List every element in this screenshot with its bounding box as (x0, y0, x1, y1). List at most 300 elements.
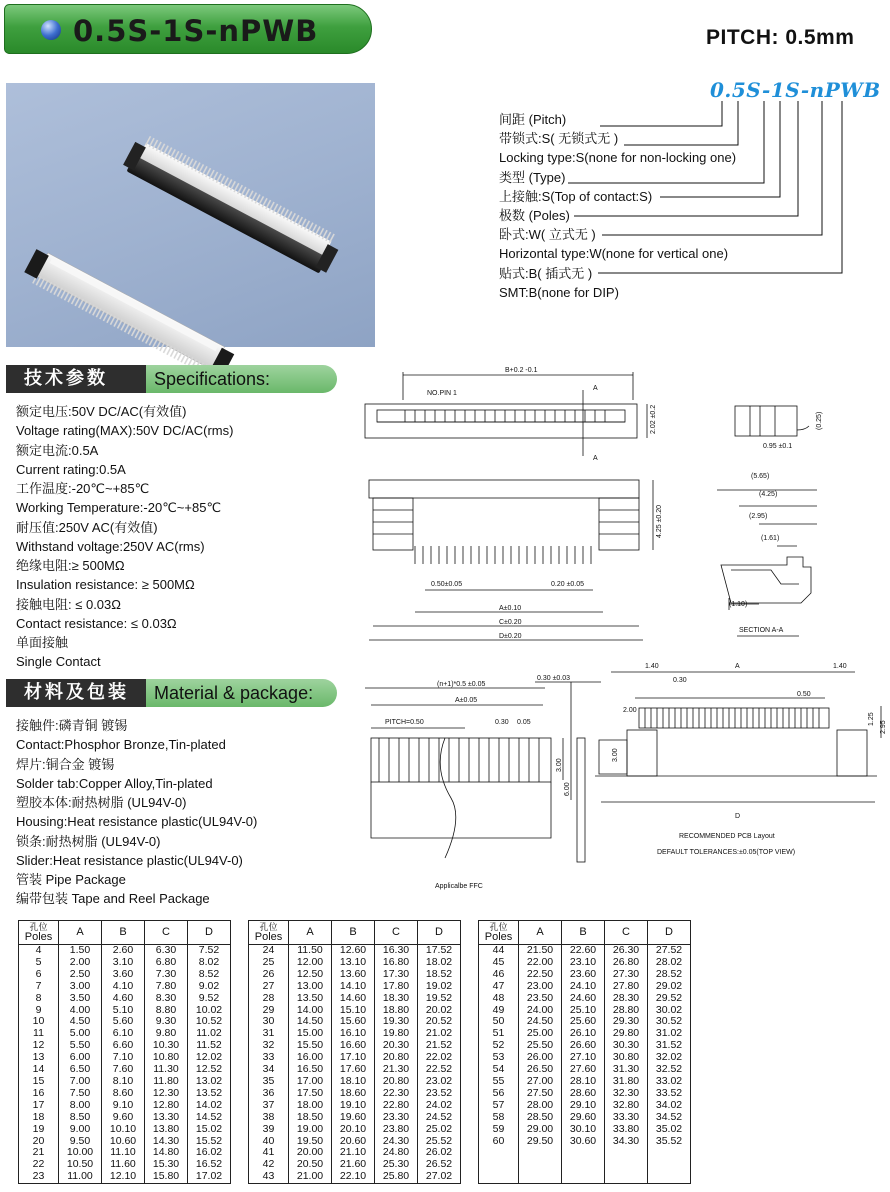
cell-value: 26.60 (562, 1040, 605, 1052)
cell-value: 15.30 (145, 1159, 188, 1171)
cell-value: 12.10 (102, 1171, 145, 1183)
material-line: 编带包装 Tape and Reel Package (16, 891, 210, 907)
legend-item: 贴式:B( 插式无 ) (499, 265, 593, 281)
cell-value: 29.52 (648, 993, 691, 1005)
cell-value: 17.30 (375, 969, 418, 981)
cell-poles: 46 (479, 969, 519, 981)
cell-poles: 45 (479, 957, 519, 969)
cell-empty (562, 1147, 605, 1159)
cell-poles: 32 (249, 1040, 289, 1052)
cell-value: 10.60 (102, 1136, 145, 1148)
cell-poles: 8 (19, 993, 59, 1005)
cell-value: 24.00 (519, 1005, 562, 1017)
cell-value: 17.52 (418, 945, 461, 957)
cell-value: 13.02 (188, 1076, 231, 1088)
cell-value: 22.52 (418, 1064, 461, 1076)
legend-item: 带锁式:S( 无锁式无 ) (499, 131, 619, 147)
cell-value: 30.02 (648, 1005, 691, 1017)
cell-value: 21.30 (375, 1064, 418, 1076)
dim-425s: (4.25) (759, 491, 778, 498)
pcb-125: 1.25 (868, 712, 875, 726)
dim-a-bottom: A (593, 455, 598, 462)
dim-pin1: NO.PIN 1 (427, 390, 457, 397)
table-row (249, 1112, 461, 1124)
material-line: 接触件:磷青铜 镀锡 (16, 718, 128, 733)
cell-poles: 44 (479, 945, 519, 957)
cell-value: 23.30 (375, 1112, 418, 1124)
cell-value: 21.10 (332, 1147, 375, 1159)
cell-value: 7.60 (102, 1064, 145, 1076)
section-title-cn: 材料及包装 (6, 679, 146, 707)
cell-value: 20.52 (418, 1016, 461, 1028)
cell-value: 25.80 (375, 1171, 418, 1183)
specifications-list (16, 402, 233, 672)
dim-b: B+0.2 -0.1 (505, 367, 538, 374)
cell-value: 17.50 (289, 1088, 332, 1100)
table-row (249, 1088, 461, 1100)
cell-value: 8.30 (145, 993, 188, 1005)
cell-poles: 30 (249, 1016, 289, 1028)
cell-poles: 16 (19, 1088, 59, 1100)
cell-value: 22.60 (562, 945, 605, 957)
col-poles: 孔位 Poles (19, 921, 59, 945)
cell-value: 23.60 (562, 969, 605, 981)
cell-value: 27.02 (418, 1171, 461, 1183)
cell-value: 28.50 (519, 1112, 562, 1124)
pcb-tolerance: DEFAULT TOLERANCES:±0.05(TOP VIEW) (657, 849, 796, 856)
cell-value: 14.30 (145, 1136, 188, 1148)
cell-value: 7.52 (188, 945, 231, 957)
cell-value: 22.30 (375, 1088, 418, 1100)
cell-value: 13.80 (145, 1124, 188, 1136)
cell-poles: 14 (19, 1064, 59, 1076)
cell-value: 22.50 (519, 969, 562, 981)
cell-poles: 50 (479, 1016, 519, 1028)
cell-value: 9.60 (102, 1112, 145, 1124)
cell-poles: 35 (249, 1076, 289, 1088)
cell-value: 22.10 (332, 1171, 375, 1183)
cell-value: 12.50 (289, 969, 332, 981)
cell-empty (519, 1171, 562, 1183)
cell-value: 12.00 (289, 957, 332, 969)
cell-value: 11.10 (102, 1147, 145, 1159)
material-list (16, 716, 257, 909)
cell-value: 14.02 (188, 1100, 231, 1112)
cell-value: 25.52 (418, 1136, 461, 1148)
cell-value: 9.10 (102, 1100, 145, 1112)
ffc-005: 0.05 (517, 719, 531, 726)
table-row (249, 981, 461, 993)
pcb-140b: 1.40 (833, 663, 847, 670)
cell-value: 11.52 (188, 1040, 231, 1052)
cell-value: 8.80 (145, 1005, 188, 1017)
cell-poles: 17 (19, 1100, 59, 1112)
cell-value: 18.00 (289, 1100, 332, 1112)
cell-poles: 56 (479, 1088, 519, 1100)
ffc-300: 3.00 (556, 758, 563, 772)
cell-value: 12.02 (188, 1052, 231, 1064)
cell-value: 27.50 (519, 1088, 562, 1100)
cell-value: 10.80 (145, 1052, 188, 1064)
table-row (479, 981, 691, 993)
legend-item: 上接触:S(Top of contact:S) (499, 188, 653, 204)
cell-value: 16.52 (188, 1159, 231, 1171)
pcb-d: D (735, 813, 741, 820)
table-row-empty (479, 1159, 691, 1171)
cell-empty (479, 1171, 519, 1183)
cell-value: 16.80 (375, 957, 418, 969)
cell-poles: 28 (249, 993, 289, 1005)
cell-poles: 38 (249, 1112, 289, 1124)
pcb-title: RECOMMENDED PCB Layout (679, 833, 775, 840)
spec-line: 耐压值:250V AC(有效值) (16, 519, 158, 535)
page-title: 0.5S-1S-nPWB (73, 14, 319, 48)
cell-value: 23.80 (375, 1124, 418, 1136)
table-row (19, 1100, 231, 1112)
cell-value: 26.30 (605, 945, 648, 957)
table-row (19, 1088, 231, 1100)
cell-value: 25.10 (562, 1005, 605, 1017)
cell-value: 14.60 (332, 993, 375, 1005)
material-line: Slider:Heat resistance plastic(UL94V-0) (16, 852, 243, 868)
col-c: C (375, 921, 418, 945)
table-row (249, 969, 461, 981)
cell-value: 8.60 (102, 1088, 145, 1100)
cell-value: 16.30 (375, 945, 418, 957)
spec-line: Working Temperature:-20℃~+85℃ (16, 500, 222, 516)
dim-110: (1.10) (729, 601, 748, 608)
cell-value: 20.10 (332, 1124, 375, 1136)
cell-value: 15.52 (188, 1136, 231, 1148)
table-row (19, 1124, 231, 1136)
cell-value: 16.00 (289, 1052, 332, 1064)
cell-value: 9.80 (145, 1028, 188, 1040)
cell-value: 6.00 (59, 1052, 102, 1064)
cell-poles: 24 (249, 945, 289, 957)
cell-poles: 52 (479, 1040, 519, 1052)
cell-value: 4.50 (59, 1016, 102, 1028)
cell-value: 5.60 (102, 1016, 145, 1028)
legend-item: SMT:B(none for DIP) (499, 284, 619, 300)
cell-value: 28.60 (562, 1088, 605, 1100)
cell-value: 28.10 (562, 1076, 605, 1088)
cell-empty (605, 1147, 648, 1159)
pcb-295: 2.95 (880, 720, 887, 734)
table-row (479, 1124, 691, 1136)
spec-line: Insulation resistance: ≥ 500MΩ (16, 577, 195, 593)
dim-095: 0.95 ±0.1 (763, 443, 793, 450)
cell-value: 7.80 (145, 981, 188, 993)
spec-line: 单面接触 (16, 635, 69, 650)
cell-poles: 59 (479, 1124, 519, 1136)
cell-value: 19.50 (289, 1136, 332, 1148)
legend-item: 类型 (Type) (499, 169, 566, 185)
table-row (479, 969, 691, 981)
spec-line: Voltage rating(MAX):50V DC/AC(rms) (16, 423, 234, 439)
cell-empty (519, 1159, 562, 1171)
col-a: A (519, 921, 562, 945)
table-row-empty (479, 1171, 691, 1183)
cell-poles: 48 (479, 993, 519, 1005)
dim-a-top: A (593, 385, 598, 392)
cell-value: 12.30 (145, 1088, 188, 1100)
dim-161: (1.61) (761, 535, 780, 542)
spec-line: 额定电流:0.5A (16, 442, 99, 458)
cell-value: 5.50 (59, 1040, 102, 1052)
section-title-en: Material & package: (154, 683, 314, 703)
cell-value: 16.50 (289, 1064, 332, 1076)
part-number-code: 0.5S-1S-nPWB (710, 78, 881, 102)
cell-empty (562, 1171, 605, 1183)
cell-poles: 58 (479, 1112, 519, 1124)
table-row (19, 981, 231, 993)
cell-value: 24.52 (418, 1112, 461, 1124)
cell-value: 23.52 (418, 1088, 461, 1100)
cell-value: 28.52 (648, 969, 691, 981)
table-row (19, 1112, 231, 1124)
cell-value: 13.10 (332, 957, 375, 969)
spec-line: 接触电阻: ≤ 0.03Ω (16, 596, 121, 612)
cell-value: 19.60 (332, 1112, 375, 1124)
cell-value: 20.00 (289, 1147, 332, 1159)
spec-line: 绝缘电阻:≥ 500MΩ (16, 558, 125, 573)
cell-value: 5.10 (102, 1005, 145, 1017)
spec-line: 工作温度:-20℃~+85℃ (16, 481, 150, 496)
cell-value: 21.52 (418, 1040, 461, 1052)
cell-value: 10.50 (59, 1159, 102, 1171)
cell-value: 10.02 (188, 1005, 231, 1017)
cell-poles: 19 (19, 1124, 59, 1136)
cell-value: 31.52 (648, 1040, 691, 1052)
cell-value: 20.02 (418, 1005, 461, 1017)
cell-empty (479, 1147, 519, 1159)
table-row-empty (479, 1147, 691, 1159)
cell-poles: 7 (19, 981, 59, 993)
cell-poles: 41 (249, 1147, 289, 1159)
cell-value: 8.00 (59, 1100, 102, 1112)
cell-value: 3.10 (102, 957, 145, 969)
cell-value: 12.80 (145, 1100, 188, 1112)
cell-value: 34.02 (648, 1100, 691, 1112)
cell-value: 24.10 (562, 981, 605, 993)
cell-value: 19.00 (289, 1124, 332, 1136)
cell-value: 30.60 (562, 1136, 605, 1148)
cell-value: 11.60 (102, 1159, 145, 1171)
table-row (249, 1171, 461, 1183)
section-label: SECTION A-A (739, 627, 784, 634)
ffc-n: (n+1)*0.5 ±0.05 (437, 681, 486, 688)
cell-value: 32.30 (605, 1088, 648, 1100)
cell-value: 35.52 (648, 1136, 691, 1148)
cell-value: 19.10 (332, 1100, 375, 1112)
material-header (6, 679, 337, 707)
cell-poles: 49 (479, 1005, 519, 1017)
cell-value: 6.50 (59, 1064, 102, 1076)
cell-value: 15.60 (332, 1016, 375, 1028)
cell-poles: 6 (19, 969, 59, 981)
ffc-a: A±0.05 (455, 697, 478, 704)
cell-value: 11.30 (145, 1064, 188, 1076)
cell-value: 27.80 (605, 981, 648, 993)
cell-poles: 36 (249, 1088, 289, 1100)
cell-value: 18.52 (418, 969, 461, 981)
cell-value: 15.10 (332, 1005, 375, 1017)
dim-025: (0.25) (816, 411, 823, 430)
cell-value: 30.10 (562, 1124, 605, 1136)
cell-value: 10.10 (102, 1124, 145, 1136)
cell-value: 6.80 (145, 957, 188, 969)
pcb-140a: 1.40 (645, 663, 659, 670)
cell-poles: 42 (249, 1159, 289, 1171)
cell-empty (648, 1171, 691, 1183)
cell-value: 11.50 (289, 945, 332, 957)
cell-value: 23.50 (519, 993, 562, 1005)
dim-295s: (2.95) (749, 513, 768, 520)
cell-value: 32.80 (605, 1100, 648, 1112)
cell-value: 26.00 (519, 1052, 562, 1064)
cell-value: 7.50 (59, 1088, 102, 1100)
cell-value: 6.10 (102, 1028, 145, 1040)
cell-value: 29.80 (605, 1028, 648, 1040)
cell-value: 17.10 (332, 1052, 375, 1064)
dim-d020: D±0.20 (499, 633, 522, 640)
dimension-table-3 (478, 920, 691, 1184)
ffc-title: Applicalbe FFC (435, 883, 483, 890)
table-row (479, 993, 691, 1005)
cell-value: 22.80 (375, 1100, 418, 1112)
cell-value: 23.00 (519, 981, 562, 993)
cell-value: 26.52 (418, 1159, 461, 1171)
pcb-050: 0.50 (797, 691, 811, 698)
cell-value: 21.00 (289, 1171, 332, 1183)
cell-value: 8.50 (59, 1112, 102, 1124)
cell-poles: 39 (249, 1124, 289, 1136)
table-row (19, 1171, 231, 1183)
cell-value: 8.02 (188, 957, 231, 969)
material-line: 锁条:耐热树脂 (UL94V-0) (16, 833, 161, 849)
cell-value: 13.52 (188, 1088, 231, 1100)
legend-item: 卧式:W( 立式无 ) (499, 227, 596, 243)
pcb-200: 2.00 (623, 707, 637, 714)
cell-value: 7.10 (102, 1052, 145, 1064)
col-d: D (188, 921, 231, 945)
cell-value: 13.60 (332, 969, 375, 981)
cell-value: 20.80 (375, 1052, 418, 1064)
cell-poles: 47 (479, 981, 519, 993)
cell-value: 16.60 (332, 1040, 375, 1052)
pcb-300: 3.00 (612, 748, 619, 762)
cell-value: 19.30 (375, 1016, 418, 1028)
cell-value: 9.50 (59, 1136, 102, 1148)
cell-value: 14.00 (289, 1005, 332, 1017)
cell-value: 19.80 (375, 1028, 418, 1040)
cell-value: 9.52 (188, 993, 231, 1005)
cell-poles: 9 (19, 1005, 59, 1017)
cell-empty (605, 1171, 648, 1183)
material-line: Contact:Phosphor Bronze,Tin-plated (16, 737, 226, 753)
cell-value: 9.02 (188, 981, 231, 993)
cell-value: 3.50 (59, 993, 102, 1005)
cell-value: 2.50 (59, 969, 102, 981)
spec-line: 额定电压:50V DC/AC(有效值) (16, 404, 187, 419)
cell-value: 7.30 (145, 969, 188, 981)
cell-empty (519, 1147, 562, 1159)
cell-value: 11.80 (145, 1076, 188, 1088)
cell-value: 16.10 (332, 1028, 375, 1040)
ffc-thickness: 0.30 ±0.03 (537, 675, 571, 682)
table-row (479, 1136, 691, 1148)
cell-value: 8.10 (102, 1076, 145, 1088)
table-row (479, 1088, 691, 1100)
cell-value: 25.60 (562, 1016, 605, 1028)
cell-value: 28.80 (605, 1005, 648, 1017)
section-title-cn: 技术参数 (6, 365, 146, 393)
cell-value: 31.02 (648, 1028, 691, 1040)
dim-c020: C±0.20 (499, 619, 522, 626)
ffc-pitch: PITCH=0.50 (385, 719, 424, 726)
cell-value: 27.30 (605, 969, 648, 981)
spec-line: Withstand voltage:250V AC(rms) (16, 538, 205, 554)
cell-value: 29.10 (562, 1100, 605, 1112)
cell-value: 19.52 (418, 993, 461, 1005)
section-title-en: Specifications: (154, 369, 271, 389)
legend-leader-lines (0, 0, 890, 310)
table-row (249, 1124, 461, 1136)
cell-value: 26.80 (605, 957, 648, 969)
cell-value: 30.80 (605, 1052, 648, 1064)
cell-empty (605, 1159, 648, 1171)
cell-value: 34.30 (605, 1136, 648, 1148)
cell-value: 7.00 (59, 1076, 102, 1088)
cell-value: 30.30 (605, 1040, 648, 1052)
ffc-030: 0.30 (495, 719, 509, 726)
dim-050: 0.50±0.05 (431, 581, 463, 588)
cell-value: 27.00 (519, 1076, 562, 1088)
dim-020: 0.20 ±0.05 (551, 581, 585, 588)
cell-value: 21.02 (418, 1028, 461, 1040)
cell-value: 20.60 (332, 1136, 375, 1148)
cell-value: 9.30 (145, 1016, 188, 1028)
material-line: Housing:Heat resistance plastic(UL94V-0) (16, 814, 258, 830)
legend-item: Locking type:S(none for non-locking one) (499, 150, 737, 166)
cell-poles: 29 (249, 1005, 289, 1017)
cell-value: 12.52 (188, 1064, 231, 1076)
cell-value: 22.02 (418, 1052, 461, 1064)
cell-poles: 25 (249, 957, 289, 969)
material-line: 焊片:铜合金 镀锡 (16, 756, 115, 772)
col-d: D (648, 921, 691, 945)
cell-value: 3.60 (102, 969, 145, 981)
col-b: B (562, 921, 605, 945)
cell-value: 20.30 (375, 1040, 418, 1052)
spec-line: Single Contact (16, 654, 101, 670)
cell-value: 28.02 (648, 957, 691, 969)
cell-value: 21.50 (519, 945, 562, 957)
cell-value: 18.80 (375, 1005, 418, 1017)
cell-value: 15.50 (289, 1040, 332, 1052)
cell-empty (648, 1159, 691, 1171)
cell-value: 20.50 (289, 1159, 332, 1171)
cell-value: 18.10 (332, 1076, 375, 1088)
cell-poles: 23 (19, 1171, 59, 1183)
col-a: A (59, 921, 102, 945)
cell-value: 29.30 (605, 1016, 648, 1028)
cell-value: 32.02 (648, 1052, 691, 1064)
cell-value: 29.50 (519, 1136, 562, 1148)
cell-value: 18.60 (332, 1088, 375, 1100)
cell-value: 13.50 (289, 993, 332, 1005)
cell-value: 14.50 (289, 1016, 332, 1028)
